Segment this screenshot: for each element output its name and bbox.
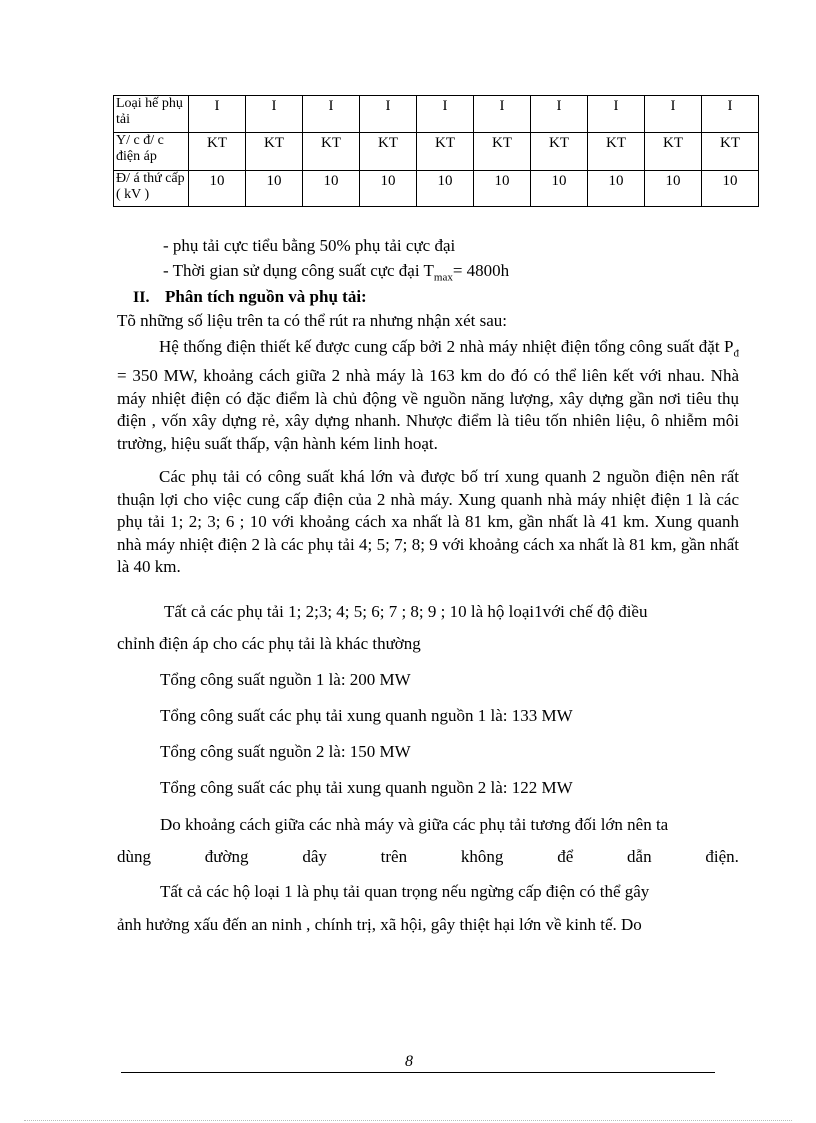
load-spec-table: [113, 95, 759, 207]
table-cell: I: [303, 96, 360, 133]
word: dẫn: [627, 847, 652, 866]
table-cell: KT: [531, 133, 588, 171]
table-cell: I: [702, 96, 759, 133]
section-heading: [133, 287, 367, 307]
section-number: II.: [133, 289, 150, 306]
word: không: [460, 847, 504, 866]
table-cell: KT: [189, 133, 246, 171]
table-cell: I: [189, 96, 246, 133]
table-cell: KT: [702, 133, 759, 171]
stat-source2-capacity: Tổng công suất nguồn 2 là: 150 MW: [160, 742, 411, 761]
table-cell: 10: [417, 171, 474, 207]
stat-source1-loads: Tổng công suất các phụ tải xung quanh nguồn 1 là: 133 MW: [160, 706, 573, 725]
bullet-min-load: - phụ tải cực tiểu bằng 50% phụ tải cực đại: [163, 236, 456, 255]
table-cell: 10: [588, 171, 645, 207]
table-cell: 10: [702, 171, 759, 207]
table-cell: KT: [588, 133, 645, 171]
intro-line: Tõ những số liệu trên ta có thể rút ra nhưng nhận xét sau:: [117, 311, 507, 330]
table-cell: I: [360, 96, 417, 133]
table-cell: I: [246, 96, 303, 133]
table-cell: KT: [417, 133, 474, 171]
row-label: Đ/ á thứ cấp ( kV ): [114, 171, 189, 207]
paragraph-plants: Hệ thống điện thiết kế được cung cấp bởi 2 nhà máy nhiệt điện tổng công suất đặt $P_đ = 350$ MW, khoảng cách giữa 2 nhà máy là 163 km do đó có thể liên kết với nhau. Nhà máy nhiệt điện có đặc điểm là chủ động về nguồn năng lượng, xây dựng gần nơi tiêu thụ điện , vốn xây dựng rẻ, xây dựng nhanh. Nhược điểm là tiêu tốn nhiên liệu, ô nhiễm môi trường, hiệu suất thấp, vận hành kém linh hoạt.: [117, 337, 739, 453]
word: dây: [302, 847, 327, 866]
table-cell: KT: [474, 133, 531, 171]
table-cell: I: [588, 96, 645, 133]
word: dùng: [117, 847, 151, 866]
table-cell: I: [645, 96, 702, 133]
table-cell: KT: [360, 133, 417, 171]
table-row: [114, 133, 759, 171]
table-cell: 10: [531, 171, 588, 207]
table-cell: KT: [645, 133, 702, 171]
paragraph-priority-line2: ảnh hưởng xấu đến an ninh , chính trị, xã hội, gây thiệt hại lớn về kinh tế. Do: [117, 915, 642, 934]
paragraph-loads: Các phụ tải có công suất khá lớn và được bố trí xung quanh 2 nguồn điện nên rất thuận lợi cho việc cung cấp điện của 2 nhà máy. Xung quanh nhà máy nhiệt điện 1 là các phụ tải 1; 2; 3; 6 ; 10 với khoảng cách xa nhất là 81 km, gần nhất là 41 km. Xung quanh nhà máy nhiệt điện 2 là các phụ tải 4; 5; 7; 8; 9 với khoảng cách xa nhất là 81 km, gần nhất là 40 km.: [117, 467, 739, 577]
word: đường: [204, 847, 249, 866]
page-edge-dotted: [24, 1120, 792, 1121]
word: để: [557, 847, 574, 866]
table-cell: 10: [303, 171, 360, 207]
word: trên: [380, 847, 408, 866]
table-cell: KT: [246, 133, 303, 171]
table-cell: I: [417, 96, 474, 133]
footer-rule: [121, 1072, 715, 1073]
table-cell: 10: [246, 171, 303, 207]
row-label: Y/ c đ/ c điện áp: [114, 133, 189, 171]
stat-source1-capacity: Tổng công suất nguồn 1 là: 200 MW: [160, 670, 411, 689]
table-row: [114, 96, 759, 133]
table-cell: I: [531, 96, 588, 133]
table-cell: 10: [189, 171, 246, 207]
table-row: [114, 171, 759, 207]
paragraph-all-loads-line2: chỉnh điện áp cho các phụ tải là khác thường: [117, 634, 421, 653]
paragraph-priority-line1: Tất cả các hộ loại 1 là phụ tải quan trọng nếu ngừng cấp điện có thể gây: [160, 882, 650, 901]
stat-source2-loads: Tổng công suất các phụ tải xung quanh nguồn 2 là: 122 MW: [160, 778, 573, 797]
section-title: Phân tích nguồn và phụ tải:: [165, 287, 367, 306]
row-label: Loại hế phụ tải: [114, 96, 189, 133]
page-number: 8: [405, 1053, 413, 1070]
paragraph-lines-line1: Do khoảng cách giữa các nhà máy và giữa các phụ tải tương đối lớn nên ta: [160, 815, 669, 834]
table-cell: KT: [303, 133, 360, 171]
table-cell: I: [474, 96, 531, 133]
table-cell: 10: [645, 171, 702, 207]
paragraph-all-loads-line1: Tất cả các phụ tải 1; 2;3; 4; 5; 6; 7 ; 8; 9 ; 10 là hộ loại1với chế độ điều: [164, 602, 648, 621]
paragraph-lines-line2: [117, 847, 739, 867]
table-cell: 10: [474, 171, 531, 207]
table-cell: 10: [360, 171, 417, 207]
word: điện.: [705, 847, 739, 866]
bullet-tmax: - Thời gian sử dụng công suất cực đại $T_{max}= 4800h$: [163, 261, 510, 284]
